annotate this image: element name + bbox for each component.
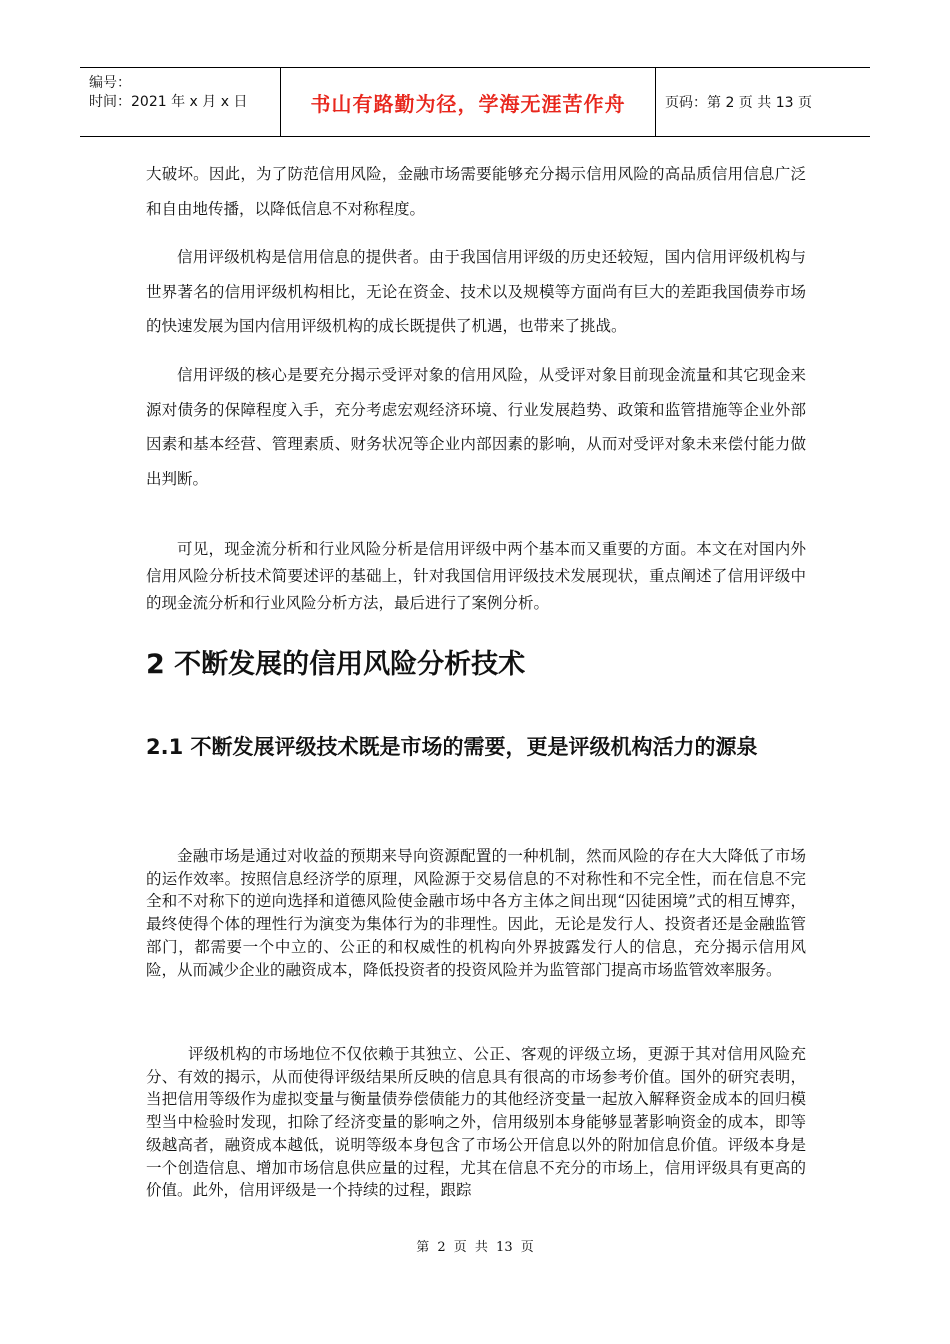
paragraph-1: 大破坏。因此，为了防范信用风险，金融市场需要能够充分揭示信用风险的高品质信用信息广泛和自由地传播，以降低信息不对称程度。 [146,165,806,218]
page-header [80,67,870,137]
header-meta [80,68,281,136]
subsection-heading: 2.1 不断发展评级技术既是市场的需要，更是评级机构活力的源泉 [146,735,758,759]
paragraph-3: 信用评级的核心是要充分揭示受评对象的信用风险，从受评对象目前现金流量和其它现金来源对债务的保障程度入手，充分考虑宏观经济环境、行业发展趋势、政策和监管措施等企业外部因素和基本经营、管理素质、财务状况等企业内部因素的影响，从而对受评对象未来偿付能力做出判断。 [146,366,806,489]
section-heading: 2 不断发展的信用风险分析技术 [146,649,526,680]
paragraph-5: 金融市场是通过对收益的预期来导向资源配置的一种机制，然而风险的存在大大降低了市场的运作效率。按照信息经济学的原理，风险源于交易信息的不对称性和不完全性，而在信息不完全和不对称下的逆向选择和道德风险使金融市场中各方主体之间出现“囚徒困境”式的相互博弈，最终使得个体的理性行为演变为集体行为的非理性。因此，无论是发行人、投资者还是金融监管部门，都需要一个中立的、公正的和权威性的机构向外界披露发行人的信息，充分揭示信用风险，从而减少企业的融资成本，降低投资者的投资风险并为监管部门提高市场监管效率服务。 [146,847,806,979]
paragraph-6: 评级机构的市场地位不仅依赖于其独立、公正、客观的评级立场，更源于其对信用风险充分、有效的揭示，从而使得评级结果所反映的信息具有很高的市场参考价值。国外的研究表明，当把信用等级作为虚拟变量与衡量债券偿债能力的其他经济变量一起放入解释资金成本的回归模型当中检验时发现，扣除了经济变量的影响之外，信用级别本身能够显著影响资金的成本，即等级越高者，融资成本越低，说明等级本身包含了市场公开信息以外的附加信息价值。评级本身是一个创造信息、增加市场信息供应量的过程，尤其在信息不充分的市场上，信用评级具有更高的价值。此外，信用评级是一个持续的过程，跟踪 [146,1045,806,1200]
header-motto: 书山有路勤为径，学海无涯苦作舟 [281,68,656,136]
header-page-label: 页码：第 2 页 共 13 页 [665,95,812,111]
page-footer: 第 2 页 共 13 页 [416,1240,534,1255]
number-label: 编号： [89,75,131,91]
time-label: 时间：2021 年 x 月 x 日 [89,94,248,110]
paragraph-4: 可见，现金流分析和行业风险分析是信用评级中两个基本而又重要的方面。本文在对国内外信用风险分析技术简要述评的基础上，针对我国信用评级技术发展现状，重点阐述了信用评级中的现金流分析和行业风险分析方法，最后进行了案例分析。 [146,540,806,612]
paragraph-2: 信用评级机构是信用信息的提供者。由于我国信用评级的历史还较短，国内信用评级机构与世界著名的信用评级机构相比，无论在资金、技术以及规模等方面尚有巨大的差距我国债券市场的快速发展为国内信用评级机构的成长既提供了机遇，也带来了挑战。 [146,248,806,336]
